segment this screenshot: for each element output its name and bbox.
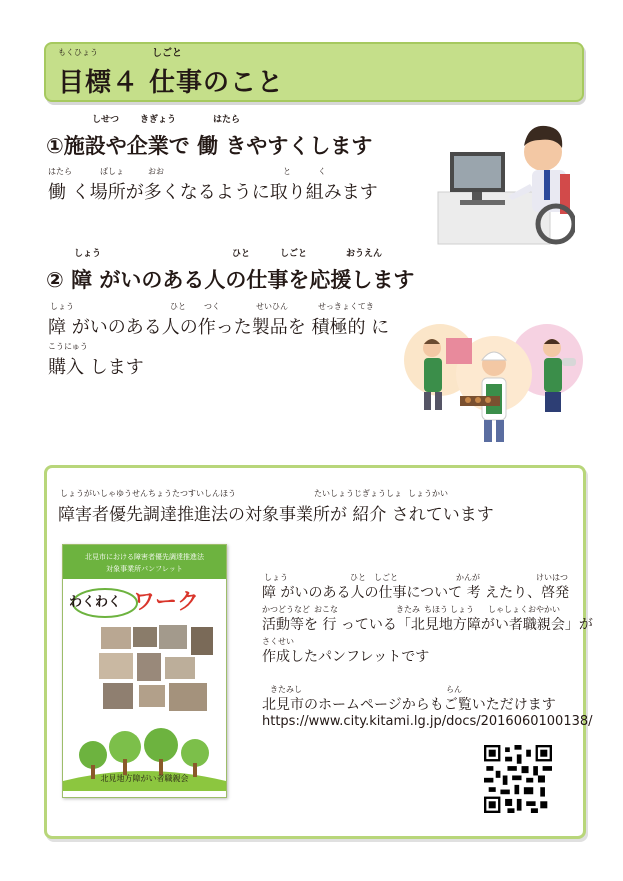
info-p1-ruby-4: かんが — [456, 573, 480, 582]
s2-ruby-hito: ひと — [232, 249, 251, 259]
info-p2-ruby-1: きたみし — [270, 685, 302, 694]
section1-heading: ①施設や企業で 働 きやすくします — [46, 134, 373, 158]
page-title: 目標４ 仕事のこと — [58, 68, 285, 98]
pamphlet-line1: 北見市における障害者優先調達推進法 — [85, 553, 204, 561]
qr-code-icon — [484, 745, 552, 813]
info-p1-ruby-2: ひと — [350, 573, 366, 582]
s2-body-ruby-5: せっきょくてき — [318, 302, 374, 311]
info-heading-ruby-1: しょうがいしゃゆうせんちょうたつすいしんほう — [60, 489, 236, 498]
info-para2-line1: 北見市のホームページからもご覧いただけます — [262, 697, 556, 713]
section1-body: 働 く場所が多くなるように取り組みます — [48, 182, 378, 203]
info-heading-ruby-2: たいしょうじぎょうしょ — [314, 489, 402, 498]
pamphlet-work: ワーク — [133, 590, 200, 615]
s2-body-ruby2: こうにゅう — [48, 342, 88, 351]
s1-body-ruby-4: と — [283, 167, 291, 176]
pamphlet-waku: わくわく — [69, 595, 122, 610]
info-p1-ruby2-3: きたみ — [396, 605, 420, 614]
info-heading: 障害者優先調達推進法の対象事業所が 紹介 されています — [58, 505, 494, 525]
s1-ruby-shisetsu: しせつ — [92, 115, 120, 125]
s2-body-ruby-3: つく — [204, 302, 220, 311]
info-p1-ruby2-5: しょう — [450, 605, 474, 614]
workers-illustration — [402, 312, 584, 452]
s2-ruby-ouen: おうえん — [346, 249, 383, 259]
s1-body-ruby-2: ばしょ — [100, 167, 124, 176]
s2-body-ruby-1: しょう — [50, 302, 74, 311]
info-p1-ruby-1: しょう — [264, 573, 288, 582]
info-para1-line1: 障 がいのある人の仕事について 考 えたり、啓発 — [262, 585, 570, 601]
title-ruby-shigoto: しごと — [152, 48, 182, 59]
s2-ruby-shou: しょう — [74, 249, 102, 259]
title-ruby-goal: もくひょう — [58, 48, 98, 57]
s2-body-ruby-4: せいひん — [256, 302, 288, 311]
info-para1-line2: 活動等を 行 っている「北見地方障がい者職親会」が — [262, 617, 593, 633]
info-p1-ruby-5: けいはつ — [536, 573, 568, 582]
pamphlet-line2: 対象事業所パンフレット — [106, 565, 183, 573]
info-p1-ruby2-1: かつどうなど — [262, 605, 310, 614]
info-p2-ruby-2: らん — [446, 685, 462, 694]
info-p1-ruby2-4: ちほう — [424, 605, 448, 614]
info-para1-line3: 作成したパンフレットです — [262, 649, 430, 665]
s1-body-ruby-3: おお — [148, 167, 164, 176]
info-p1-ruby-3: しごと — [374, 573, 398, 582]
section2-body-line2: 購入 します — [48, 357, 144, 378]
wheelchair-worker-illustration — [430, 112, 575, 247]
s1-body-ruby-1: はたら — [48, 167, 72, 176]
pamphlet-cover — [62, 544, 227, 798]
pamphlet-footer: 北見地方障がい者職親会 — [100, 774, 189, 783]
s2-ruby-shigoto: しごと — [280, 249, 308, 259]
info-p1-ruby2-2: おこな — [314, 605, 338, 614]
section2-body-line1: 障 がいのある人の作った製品を 積極的 に — [48, 317, 390, 338]
s1-ruby-kigyou: きぎょう — [140, 115, 177, 125]
s1-body-ruby-5: く — [318, 167, 326, 176]
s2-body-ruby-2: ひと — [170, 302, 186, 311]
info-p1-ruby2-6: しゃしょくおやかい — [488, 605, 560, 614]
section2-heading: ② 障 がいのある人の仕事を応援します — [46, 268, 415, 292]
pamphlet-url-link[interactable]: https://www.city.kitami.lg.jp/docs/2016060100138/ — [262, 714, 593, 729]
info-p1-ruby3: さくせい — [262, 637, 294, 646]
info-heading-ruby-3: しょうかい — [408, 489, 448, 498]
s1-ruby-hatara: はたら — [213, 115, 241, 125]
